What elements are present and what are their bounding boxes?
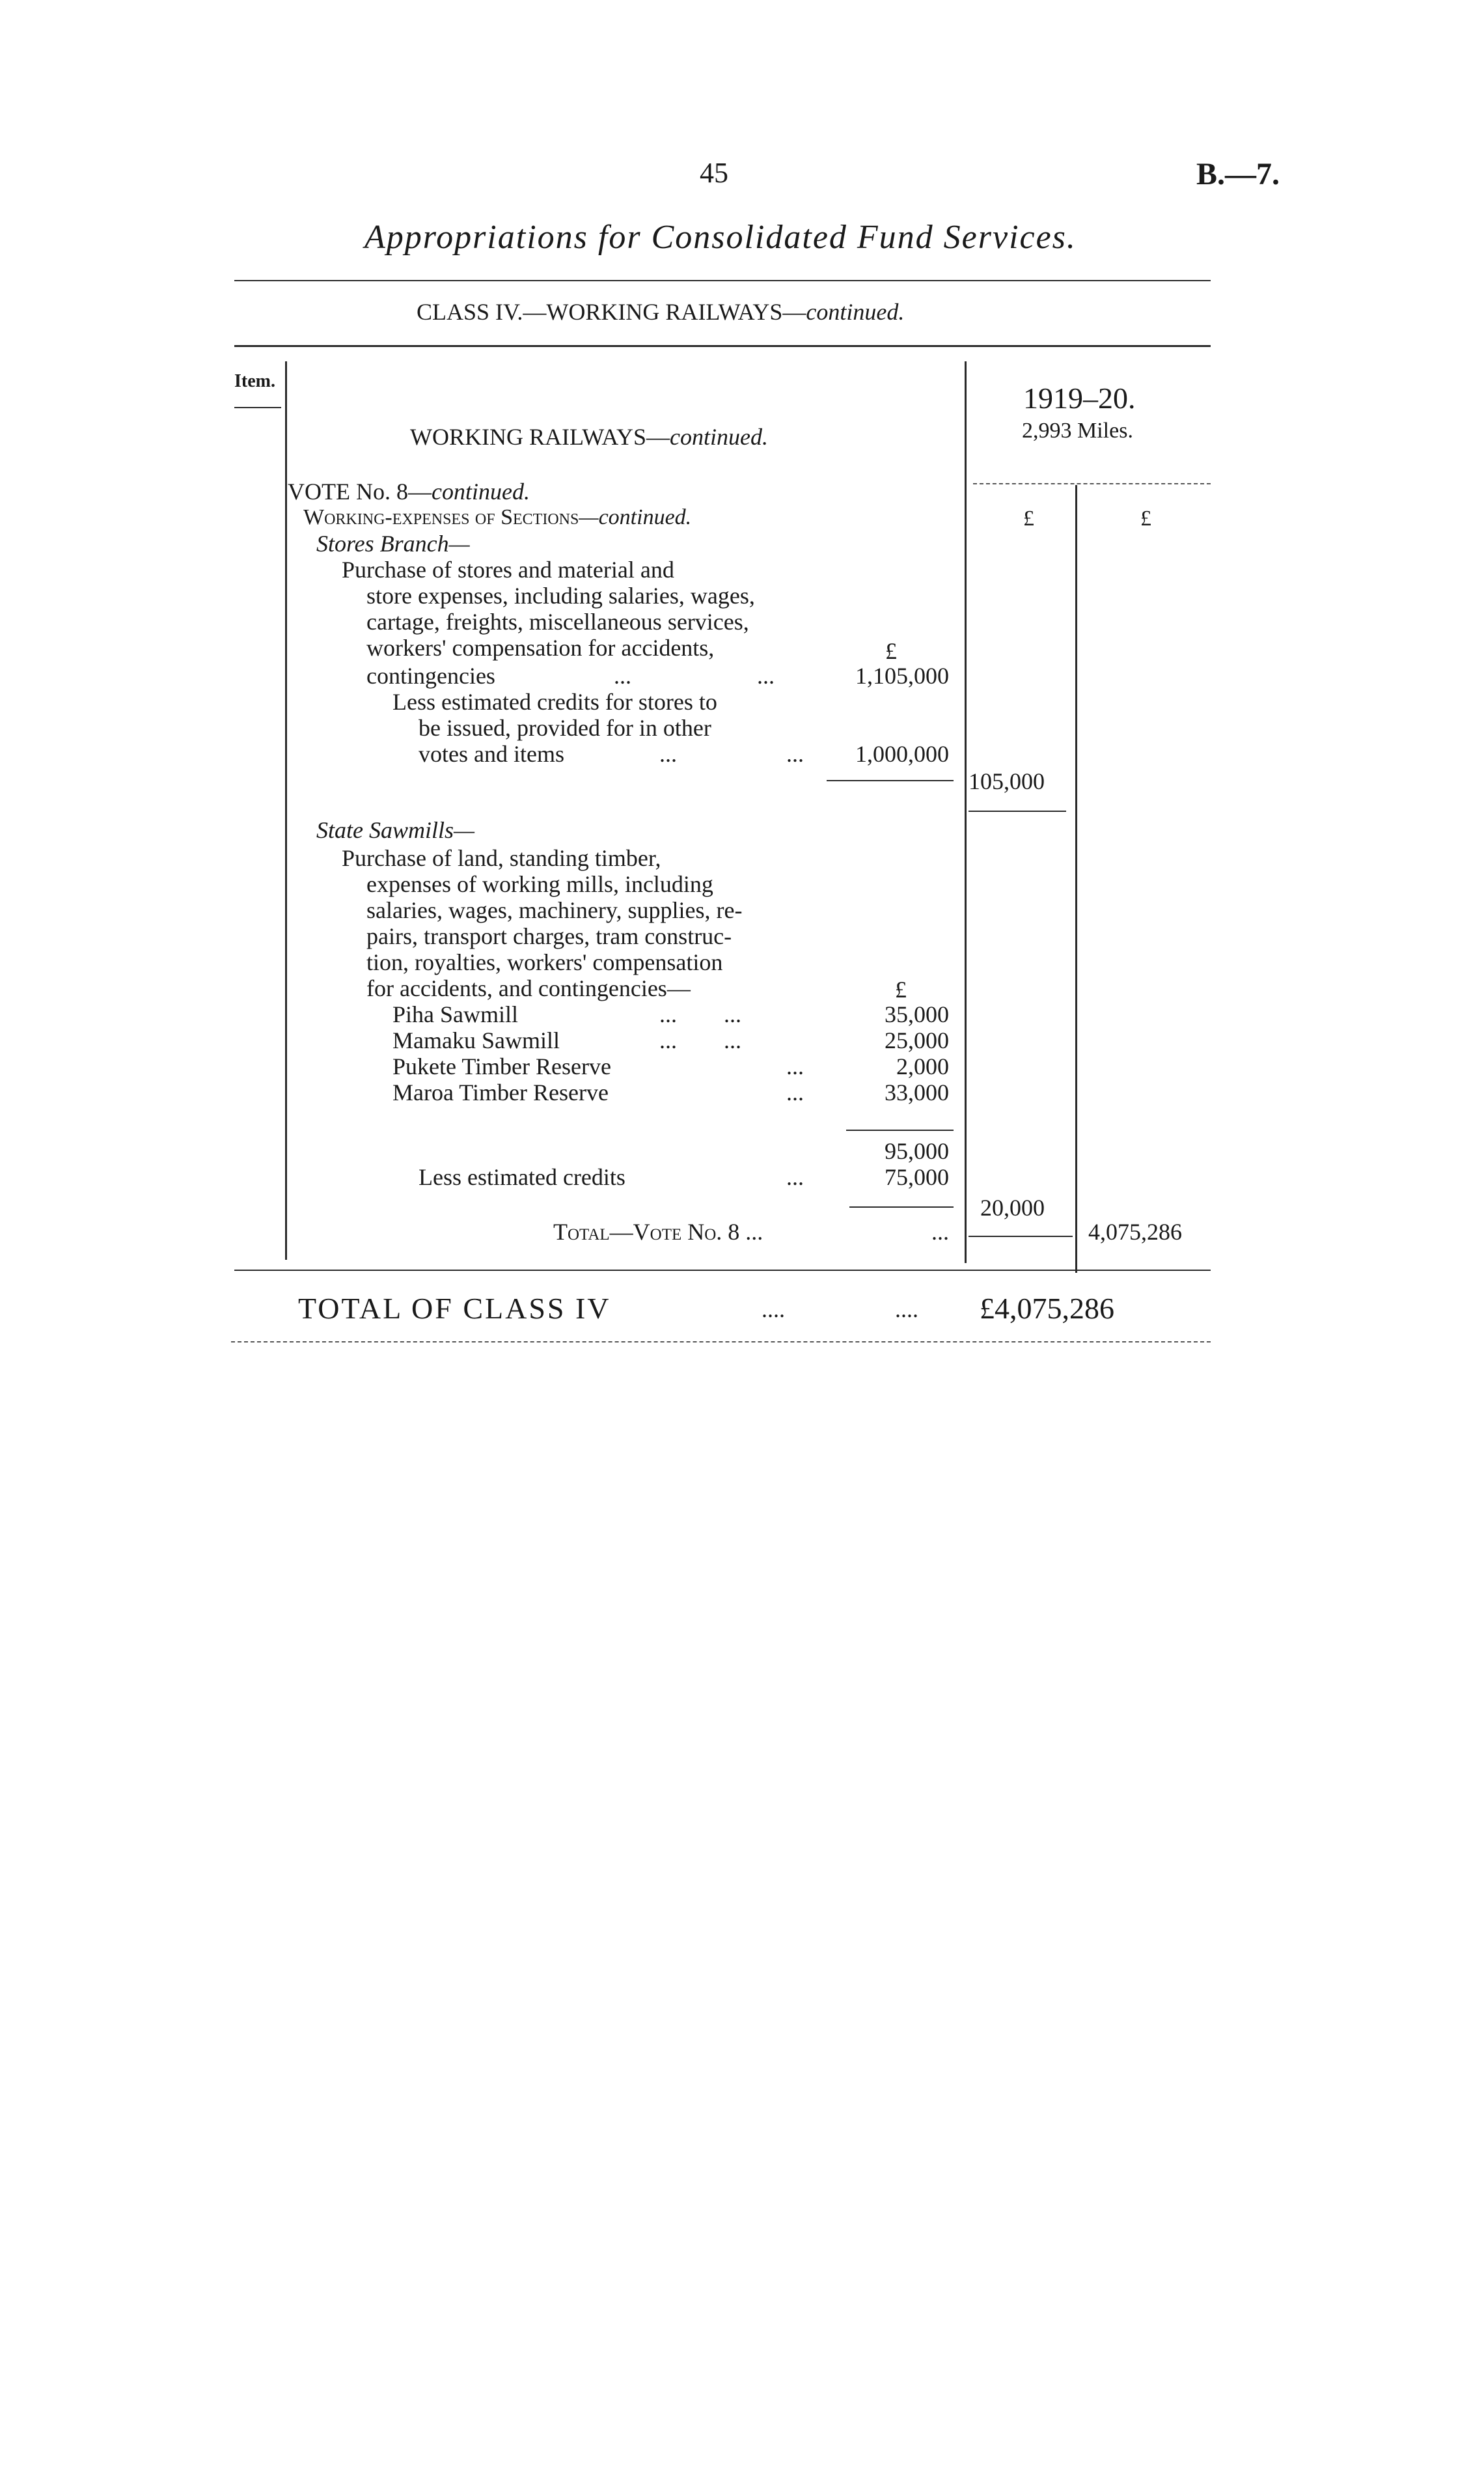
sawmills-pound-sign: £ — [895, 977, 907, 1003]
sawmills-net-amount: 20,000 — [980, 1195, 1045, 1221]
sawmills-net-rule — [969, 1236, 1073, 1237]
sawmills-less-row — [419, 1164, 949, 1190]
year-heading-rule — [973, 483, 1211, 484]
class-heading-cont: continued. — [806, 299, 905, 325]
year-heading: 1919–20. — [1023, 382, 1136, 415]
sawmill-row — [392, 1027, 949, 1053]
sawmill-row — [392, 1001, 949, 1027]
total-class-label: TOTAL OF CLASS IV — [298, 1292, 611, 1325]
section-heading-cont: continued. — [670, 424, 768, 450]
less-line-1: Less estimated credits for stores to — [392, 689, 717, 715]
rule-table-top — [234, 345, 1211, 347]
sawmills-less-label: Less estimated credits — [419, 1164, 625, 1190]
sawmill-amount: 25,000 — [885, 1027, 949, 1053]
sawmill-dots: ... ... — [659, 1027, 741, 1053]
total-vote-label: Total—Vote No. 8 ... — [553, 1219, 763, 1245]
stores-net-rule — [969, 811, 1066, 812]
vote-heading-cont: continued. — [431, 479, 530, 505]
sawmills-line-5: tion, royalties, workers' compensation — [366, 949, 723, 975]
total-class-amount: £4,075,286 — [980, 1292, 1114, 1325]
sawmills-line-2: expenses of working mills, including — [366, 871, 713, 897]
total-class-dots-a: .... — [762, 1296, 785, 1322]
doc-reference: B.—7. — [1196, 157, 1280, 191]
sawmill-amount: 33,000 — [885, 1079, 949, 1106]
sawmill-amount: 2,000 — [896, 1053, 949, 1079]
sawmill-dots: ... — [786, 1079, 804, 1106]
stores-amount: 1,105,000 — [855, 663, 949, 689]
sawmill-row — [392, 1079, 949, 1106]
sawmill-name: Maroa Timber Reserve — [392, 1079, 609, 1106]
vote-heading-main: VOTE No. 8— — [288, 479, 432, 505]
stores-line-5: contingencies ... ... 1,105,000 — [366, 663, 949, 689]
section-heading — [410, 423, 768, 451]
working-expenses-main: Working-expenses of Sections — [303, 505, 579, 529]
less-line-3: votes and items ... ... 1,000,000 — [419, 741, 949, 767]
miles-heading: 2,993 Miles. — [1022, 419, 1133, 443]
stores-pound-sign: £ — [885, 638, 897, 664]
sawmills-less-rule — [849, 1206, 954, 1208]
working-expenses-heading — [303, 505, 691, 531]
sawmills-heading: State Sawmills— — [316, 817, 475, 843]
rule-top — [234, 280, 1211, 281]
less-votes-label: votes and items — [419, 741, 564, 767]
sawmills-line-6: for accidents, and contingencies— — [366, 975, 691, 1001]
sawmill-amount: 35,000 — [885, 1001, 949, 1027]
stores-net-amount: 105,000 — [969, 768, 1045, 794]
sawmills-line-3: salaries, wages, machinery, supplies, re- — [366, 897, 743, 923]
total-vote-row — [553, 1219, 949, 1245]
sawmills-less-amount: 75,000 — [885, 1164, 949, 1190]
stores-line-2: store expenses, including salaries, wages, — [366, 583, 755, 609]
working-expenses-cont: —continued. — [579, 505, 692, 529]
total-class-dots-b: .... — [895, 1296, 918, 1322]
stores-line-3: cartage, freights, miscellaneous services, — [366, 609, 749, 635]
item-column-label: Item. — [234, 371, 275, 391]
stores-contingencies-label: contingencies — [366, 663, 495, 689]
stores-branch-heading: Stores Branch— — [316, 531, 470, 557]
footer-rule — [231, 1341, 1211, 1342]
class-heading-main: CLASS IV.—WORKING RAILWAYS— — [417, 299, 806, 325]
item-column-divider — [285, 361, 287, 1260]
stores-subtotal-rule — [827, 780, 954, 781]
sawmill-name: Piha Sawmill — [392, 1001, 519, 1027]
item-label-underline — [234, 407, 281, 408]
section-heading-main: WORKING RAILWAYS— — [410, 424, 670, 450]
sawmills-line-4: pairs, transport charges, tram construc- — [366, 923, 732, 949]
sawmill-dots: ... ... — [659, 1001, 741, 1027]
amount-column-divider — [965, 361, 967, 1263]
sawmills-line-1: Purchase of land, standing timber, — [342, 845, 661, 871]
class-heading — [417, 298, 904, 326]
less-line-2: be issued, provided for in other — [419, 715, 711, 741]
sawmill-dots: ... — [786, 1053, 804, 1079]
sawmill-name: Mamaku Sawmill — [392, 1027, 560, 1053]
sawmills-subtotal-rule — [846, 1130, 954, 1131]
stores-line-1: Purchase of stores and material and — [342, 557, 674, 583]
less-amount: 1,000,000 — [855, 741, 949, 767]
vote-heading — [288, 479, 530, 505]
rule-table-bottom — [234, 1270, 1211, 1271]
total-column-divider — [1075, 485, 1077, 1273]
page-title: Appropriations for Consolidated Fund Services. — [364, 219, 1077, 256]
stores-line-4: workers' compensation for accidents, — [366, 635, 715, 661]
sawmill-name: Pukete Timber Reserve — [392, 1053, 611, 1079]
total-vote-amount: 4,075,286 — [1088, 1219, 1182, 1245]
total-vote-dots: ... — [931, 1219, 949, 1245]
sawmill-row — [392, 1053, 949, 1079]
sawmills-less-dots: ... — [786, 1164, 804, 1190]
pound-sign-a: £ — [1023, 507, 1034, 531]
pound-sign-b: £ — [1140, 507, 1151, 531]
page-number: 45 — [700, 157, 728, 189]
sawmills-subtotal: 95,000 — [885, 1138, 949, 1164]
